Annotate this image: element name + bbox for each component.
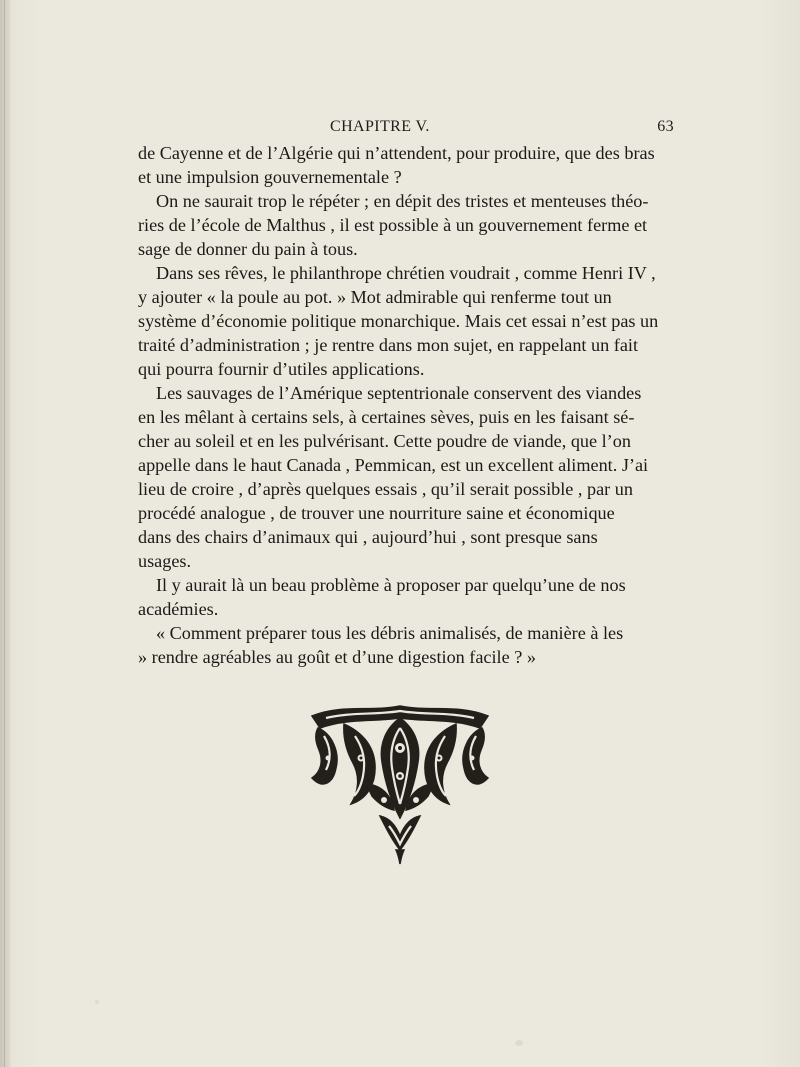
- page-number: 63: [657, 118, 674, 135]
- text-line: sage de donner du pain à tous.: [138, 239, 358, 259]
- text-line: système d’économie politique monarchique. Mais cet essai n’est pas un: [138, 311, 659, 331]
- running-head: [140, 118, 674, 140]
- paper-stain: [515, 1040, 523, 1046]
- decorative-cul-de-lampe-icon: [300, 700, 500, 870]
- text-line: Il y aurait là un beau problème à proposer par quelqu’une de nos: [156, 575, 626, 595]
- text-line: de Cayenne et de l’Algérie qui n’attendent, pour produire, que des bras: [138, 143, 655, 163]
- text-line: académies.: [138, 599, 219, 619]
- chapter-heading: CHAPITRE V.: [330, 118, 430, 135]
- text-line: cher au soleil et en les pulvérisant. Cette poudre de viande, que l’on: [138, 431, 631, 451]
- page-binding-edge: [0, 0, 10, 1067]
- text-line: Dans ses rêves, le philanthrope chrétien voudrait , comme Henri IV ,: [156, 263, 656, 283]
- text-line: « Comment préparer tous les débris animalisés, de manière à les: [156, 623, 624, 643]
- text-line: Les sauvages de l’Amérique septentrionale conservent des viandes: [156, 383, 642, 403]
- text-line: dans des chairs d’animaux qui , aujourd’hui , sont presque sans: [138, 527, 598, 547]
- text-line: en les mêlant à certains sels, à certaines sèves, puis en les faisant sé-: [138, 407, 635, 427]
- text-line: appelle dans le haut Canada , Pemmican, est un excellent aliment. J’ai: [138, 455, 649, 475]
- text-line: et une impulsion gouvernementale ?: [138, 167, 402, 187]
- paper-stain: [95, 1000, 99, 1004]
- text-line: y ajouter « la poule au pot. » Mot admirable qui renferme tout un: [138, 287, 612, 307]
- text-line: ries de l’école de Malthus , il est possible à un gouvernement ferme et: [138, 215, 648, 235]
- text-line: On ne saurait trop le répéter ; en dépit des tristes et menteuses théo-: [156, 191, 649, 211]
- text-line: traité d’administration ; je rentre dans mon sujet, en rappelant un fait: [138, 335, 638, 355]
- text-line: lieu de croire , d’après quelques essais , qu’il serait possible , par un: [138, 479, 633, 499]
- text-line: » rendre agréables au goût et d’une digestion facile ? »: [138, 647, 536, 667]
- text-line: procédé analogue , de trouver une nourriture saine et économique: [138, 503, 615, 523]
- text-line: usages.: [138, 551, 192, 571]
- text-line: qui pourra fournir d’utiles applications.: [138, 359, 425, 379]
- body-text: [138, 141, 674, 669]
